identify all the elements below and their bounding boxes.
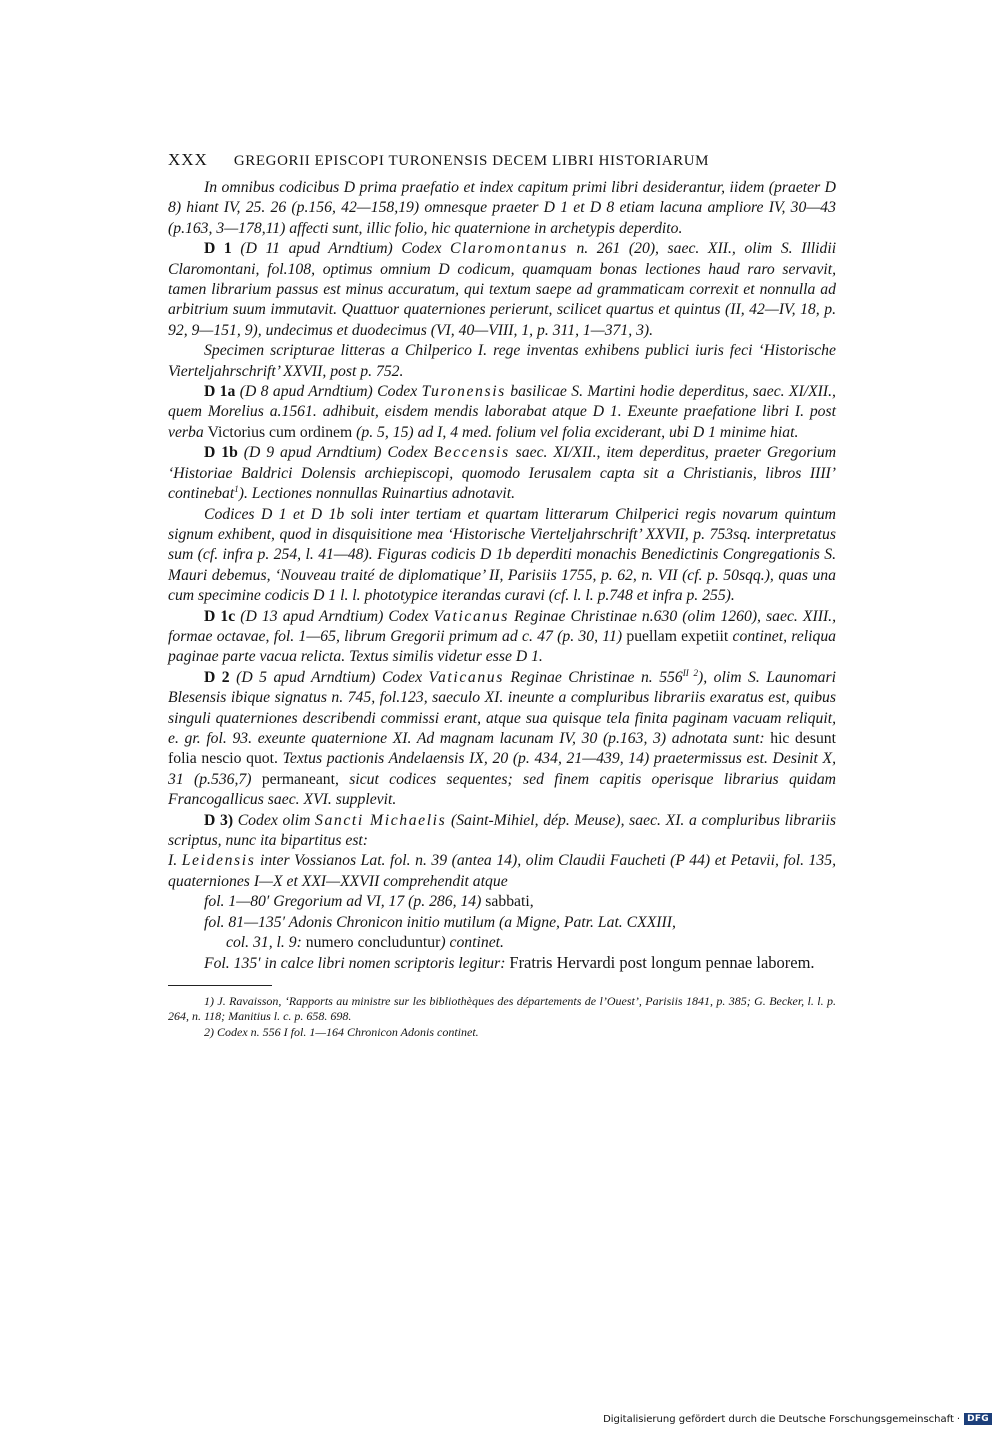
paragraph [168,913,836,933]
manuscript-siglum: D 3) [204,811,234,829]
running-header [168,150,836,170]
text-span: (p. 5, 15) ad I, 4 med. folium vel folia exciderant, ubi D 1 minime hiat. [356,423,799,441]
text-span: saec. XI/XII., item deperditus, praeter Gregorium ‘Historiae Baldrici Dolensis archiepiscopi, quomodo Ierusalem capta sit a Christianis, libros IIII’ continebat [168,444,837,503]
text-span: Textus pactionis Andelaensis IX, 20 (p. 434, 21—439, 14) praetermissus est. Desinit X, 31 (p.536,7) [168,750,836,788]
quoted-text: permaneant, [261,770,339,788]
paragraph [168,239,836,341]
manuscript-siglum: D 2 [204,668,230,686]
quoted-text: Fratris Hervardi post longum pennae laborem. [509,953,815,973]
codex-name: Turonensis [421,383,506,401]
credit-text: Digitalisierung gefördert durch die Deutsche Forschungsgemeinschaft [603,1413,954,1425]
paragraph [168,443,836,504]
manuscript-siglum: D 1 [204,240,232,258]
text-span: ). Lectiones nonnullas Ruinartius adnotavit. [238,485,515,503]
text-span: fol. 1—80′ Gregorium ad VI, 17 (p. 286, 14) [204,893,482,911]
footnotes [168,994,836,1041]
text-span: col. 31, l. 9: [226,934,302,952]
text-span: (D 8 apud Arndtium) Codex [239,383,418,401]
paragraph [168,607,836,668]
footnote-marker[interactable]: 1 [234,484,239,495]
paragraph [168,851,836,892]
running-title: GREGORII EPISCOPI TURONENSIS DECEM LIBRI HISTORIARUM [233,153,710,169]
paragraph: Specimen scripturae litteras a Chilperico I. rege inventas exhibens publici iuris feci ‘Historische Vierteljahrschrift’ XXVII, post p. 752. [168,342,836,380]
text-span: (D 13 apud Arndtium) Codex [240,607,429,625]
footnote: 2) Codex n. 556 I fol. 1—164 Chronicon Adonis continet. [204,1024,479,1039]
quoted-text: Victorius cum ordinem [207,423,353,441]
footnote-marker[interactable]: II 2 [682,667,699,678]
quoted-text: puellam expetiit [626,627,729,645]
codex-name: Beccensis [433,444,510,462]
codex-name: Claromontanus [450,240,568,258]
paragraph: In omnibus codicibus D prima praefatio et index capitum primi libri desiderantur, iidem (praeter D 8) hiant IV, 25. 26 (p.156, 42—158,19) omnesque praeter D 1 et D 8 etiam lacuna ampliore IV, 30—43 (p.163, 3—178,11) affecti sunt, illic folio, hic quaternione in archetypis deperdito. [168,179,836,237]
text-span: continet, reliqua paginae parte vacua relicta. Textus similis videtur esse D 1. [168,627,837,666]
codex-name: Leidensis [181,852,256,870]
text-span: Codex olim [237,811,311,829]
codex-name: Vaticanus [433,607,509,625]
footnote-rule [168,985,272,986]
manuscript-siglum: D 1b [204,444,238,462]
codex-name: Vaticanus [428,668,504,686]
paragraph [168,668,836,811]
footnote: 1) J. Ravaisson, ‘Rapports au ministre sur les bibliothèques des départements de l’Ouest’, Parisiis 1841, p. 385; G. Becker, l. l. p. 264, n. 118; Manitius l. c. p. 658. 698. [168,993,836,1024]
text-span: sicut codices sequentes; sed finem capitis operisque librarius quidam Francogallicus saec. XVI. supplevit. [168,770,837,809]
dfg-logo: DFG [964,1413,992,1425]
paragraph: Codices D 1 et D 1b soli inter tertiam et quartam litterarum Chilperici regis novarum quintum signum exhibent, quod in disquisitione mea ‘Historische Vierteljahrschrift’ XXVII, p. 753sq. interpretatus sum (cf. infra p. 254, l. 41—48). Figuras codicis D 1b deperditi monachis Benedictinis Congregationis S. Mauri debemus, ‘Nouveau traité de diplomatique’ II, Parisiis 1755, p. 62, n. VII (cf. p. 50sqq.), quas una cum specimine codicis D 1 l. l. phototypice iterandas curavi (cf. l. l. p.748 et infra p. 255). [168,505,836,605]
page-body [168,150,836,1040]
paragraph [168,892,836,912]
text-span: basilicae S. Martini hodie deperditus, saec. XI/XII., quem Morelius a.1561. adhibuit, eisdem mendis laborabat atque D 1. Exeunte praefatione libri I. post verba [168,383,836,441]
text-span: Reginae Christinae n.630 (olim 1260), saec. XIII., formae octavae, fol. 1—65, librum Gregorii primum ad c. 47 (p. 30, 11) [168,607,837,645]
quoted-text: numero concluduntur [305,934,441,952]
paragraph [168,382,836,443]
quoted-text: hic desunt folia nescio quot. [168,729,836,768]
text-span: fol. 81—135′ Adonis Chronicon initio mutilum (a Migne, Patr. Lat. CXXIII, [204,913,676,931]
paragraph [168,811,836,852]
quoted-text: sabbati, [485,893,534,911]
text-span: n. 261 (20), saec. XII., olim S. Illidii Claromontani, fol.108, optimus omnium D codicum, quamquam bonas lectiones haud raro servavit, tamen librarium passus est minus accuratum, qui textum saepe ad grammaticam correxit et nonnulla ad arbitrium suum immutavit. Quattuor quaterniones perierunt, scilicet quartus et quintus (II, 42—IV, 18, p. 92, 9—151, 9), undecimus et duodecimus (VI, 40—VIII, 1, p. 311, 1—371, 3). [168,240,837,339]
paragraph [168,953,836,974]
text-span: inter Vossianos Lat. fol. n. 39 (antea 14), olim Claudii Faucheti (P 44) et Petavii, fol. 135, quaterniones I—X et XXI—XXVII comprehendit atque [168,852,837,890]
text-span: ) continet. [440,934,504,952]
page-number: XXX [168,150,208,169]
paragraph-continuation [168,933,836,953]
manuscript-siglum: D 1a [204,383,236,401]
text-span: Fol. 135′ in calce libri nomen scriptoris legitur: [204,955,506,973]
text-span: (Saint-Mihiel, dép. Meuse), saec. XI. a compluribus librariis scriptus, nunc ita bipartitus est: [168,811,837,849]
text-span: ), olim S. Launomari Blesensis ibique signatus n. 745, fol.123, saeculo XI. ineunte a compluribus librariis exaratus est, quibus singuli quaterniones describendi commissi erant, atque sua quisque tela finita paginam vacuam reliquit, e. gr. fol. 93. exeunte quaternione XI. Ad magnam lacunam IV, 30 (p.163, 3) adnotata sunt: [168,668,836,747]
text-span: (D 11 apud Arndtium) Codex [240,240,442,258]
text-span: Reginae Christinae n. 556 [510,668,683,686]
codex-name: Sancti Michaelis [315,811,447,829]
manuscript-siglum: D 1c [204,607,236,625]
text-span: (D 9 apud Arndtium) Codex [243,444,428,462]
digitization-credit: Digitalisierung gefördert durch die Deutsche Forschungsgemeinschaft · DFG [603,1413,992,1425]
text-span: (D 5 apud Arndtium) Codex [236,668,423,686]
text-span: I. [168,852,178,870]
